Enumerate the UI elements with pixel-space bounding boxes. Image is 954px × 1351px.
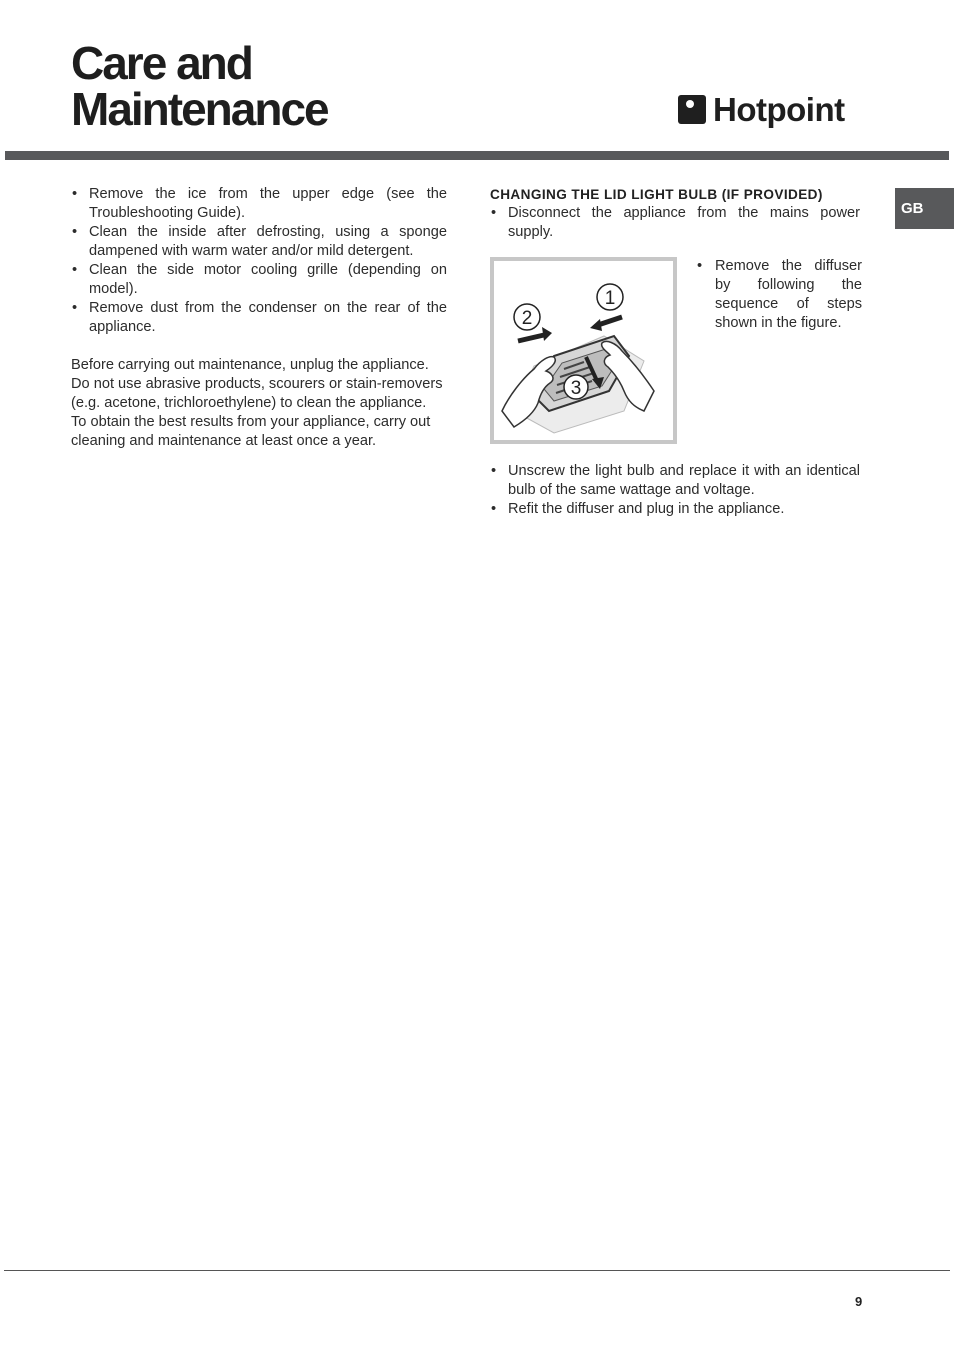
title-line-2: Maintenance — [71, 83, 328, 135]
diffuser-removal-illustration — [494, 261, 673, 440]
step-2-label: 2 — [521, 308, 533, 329]
left-column — [71, 185, 447, 451]
brand-name: Hotpoint — [713, 91, 845, 128]
list-item: • Remove the ice from the upper edge (see the Troubleshooting Guide). — [71, 185, 447, 223]
maintenance-list — [71, 185, 447, 337]
list-item: • Disconnect the appliance from the mains power supply. — [490, 204, 860, 242]
title-line-1: Care and — [71, 37, 252, 89]
list-item: • Refit the diffuser and plug in the appliance. — [490, 500, 860, 519]
figure-row — [490, 257, 860, 462]
list-item: • Unscrew the light bulb and replace it with an identical bulb of the same wattage and voltage. — [490, 462, 860, 500]
diffuser-figure — [490, 257, 677, 444]
footer-divider — [4, 1270, 950, 1271]
list-item: • Remove the diffuser by following the sequence of steps shown in the figure. — [696, 257, 862, 333]
figure-caption-list — [696, 257, 862, 333]
header-divider — [5, 151, 949, 160]
section-heading: CHANGING THE LID LIGHT BULB (IF PROVIDED) — [490, 187, 823, 202]
language-tab: GB — [895, 188, 954, 229]
replace-bulb-list — [490, 462, 860, 519]
brand-logo — [678, 90, 845, 130]
list-item: • Remove dust from the condenser on the rear of the appliance. — [71, 299, 447, 337]
right-column — [490, 185, 860, 519]
list-item: • Clean the inside after defrosting, using a sponge dampened with warm water and/or mild detergent. — [71, 223, 447, 261]
page-title — [71, 37, 328, 135]
page-number: 9 — [855, 1294, 863, 1309]
list-item: • Clean the side motor cooling grille (depending on model). — [71, 261, 447, 299]
step-3-label: 3 — [570, 378, 582, 399]
paragraph-unplug: Before carrying out maintenance, unplug the appliance. — [71, 357, 429, 373]
disconnect-list — [490, 204, 860, 242]
paragraph-abrasives: Do not use abrasive products, scourers or stain-removers (e.g. acetone, trichloroethylene) to clean the appliance. — [71, 376, 443, 411]
paragraph-frequency: To obtain the best results from your appliance, carry out cleaning and maintenance at least once a year. — [71, 414, 431, 449]
step-1-label: 1 — [604, 288, 616, 309]
hotpoint-logo-icon — [678, 95, 706, 124]
